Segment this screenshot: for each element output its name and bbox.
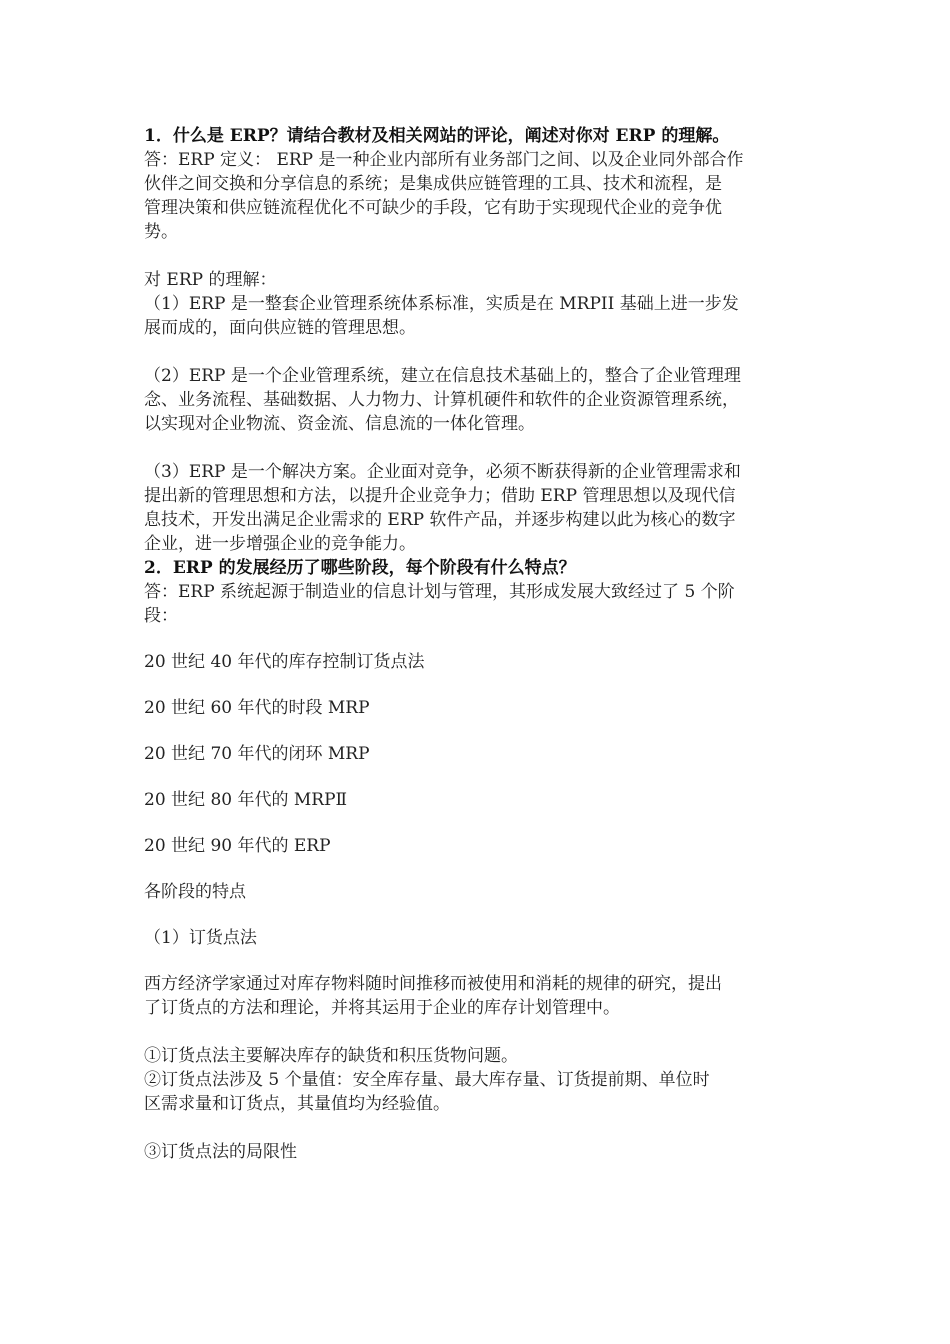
list-item-1: ①订货点法主要解决库存的缺货和积压货物问题。 xyxy=(144,1046,518,1066)
features-heading: 各阶段的特点 xyxy=(144,882,246,902)
question-1-title: 1．什么是 ERP？请结合教材及相关网站的评论，阐述对你对 ERP 的理解。 xyxy=(144,126,730,146)
point-3-line: （3）ERP 是一个解决方案。企业面对竞争，必须不断获得新的企业管理需求和 xyxy=(144,462,741,482)
stage-item: 20 世纪 90 年代的 ERP xyxy=(144,836,331,856)
answer-line: 答：ERP 定义： ERP 是一种企业内部所有业务部门之间、以及企业同外部合作 xyxy=(144,150,744,170)
point-2-line: 以实现对企业物流、资金流、信息流的一体化管理。 xyxy=(144,414,535,434)
subsection-paragraph-line: 了订货点的方法和理论，并将其运用于企业的库存计划管理中。 xyxy=(144,998,620,1018)
stage-item: 20 世纪 60 年代的时段 MRP xyxy=(144,698,370,718)
answer-line: 势。 xyxy=(144,222,178,242)
subsection-paragraph-line: 西方经济学家通过对库存物料随时间推移而被使用和消耗的规律的研究，提出 xyxy=(144,974,722,994)
point-3-line: 息技术，开发出满足企业需求的 ERP 软件产品，并逐步构建以此为核心的数字 xyxy=(144,510,736,530)
point-1-line: （1）ERP 是一整套企业管理系统体系标准，实质是在 MRPII 基础上进一步发 xyxy=(144,294,739,314)
list-item-3: ③订货点法的局限性 xyxy=(144,1142,297,1162)
point-1-line: 展而成的，面向供应链的管理思想。 xyxy=(144,318,416,338)
understanding-heading: 对 ERP 的理解： xyxy=(144,270,277,290)
list-item-2-line: 区需求量和订货点，其量值均为经验值。 xyxy=(144,1094,450,1114)
point-3-line: 提出新的管理思想和方法，以提升企业竞争力；借助 ERP 管理思想以及现代信 xyxy=(144,486,736,506)
point-2-line: （2）ERP 是一个企业管理系统，建立在信息技术基础上的，整合了企业管理理 xyxy=(144,366,741,386)
subsection-heading: （1）订货点法 xyxy=(144,928,257,948)
stage-item: 20 世纪 80 年代的 MRPⅡ xyxy=(144,790,348,810)
document-body xyxy=(144,124,824,1164)
stage-item: 20 世纪 40 年代的库存控制订货点法 xyxy=(144,652,425,672)
answer-line: 答：ERP 系统起源于制造业的信息计划与管理，其形成发展大致经过了 5 个阶 xyxy=(144,582,735,602)
point-3-line: 企业，进一步增强企业的竞争能力。 xyxy=(144,534,416,554)
list-item-2-line: ②订货点法涉及 5 个量值：安全库存量、最大库存量、订货提前期、单位时 xyxy=(144,1070,710,1090)
stage-item: 20 世纪 70 年代的闭环 MRP xyxy=(144,744,370,764)
point-2-line: 念、业务流程、基础数据、人力物力、计算机硬件和软件的企业资源管理系统， xyxy=(144,390,739,410)
answer-line: 管理决策和供应链流程优化不可缺少的手段，它有助于实现现代企业的竞争优 xyxy=(144,198,722,218)
question-2-title: 2．ERP 的发展经历了哪些阶段，每个阶段有什么特点？ xyxy=(144,558,576,578)
answer-line: 段： xyxy=(144,606,178,626)
answer-line: 伙伴之间交换和分享信息的系统；是集成供应链管理的工具、技术和流程，是 xyxy=(144,174,722,194)
